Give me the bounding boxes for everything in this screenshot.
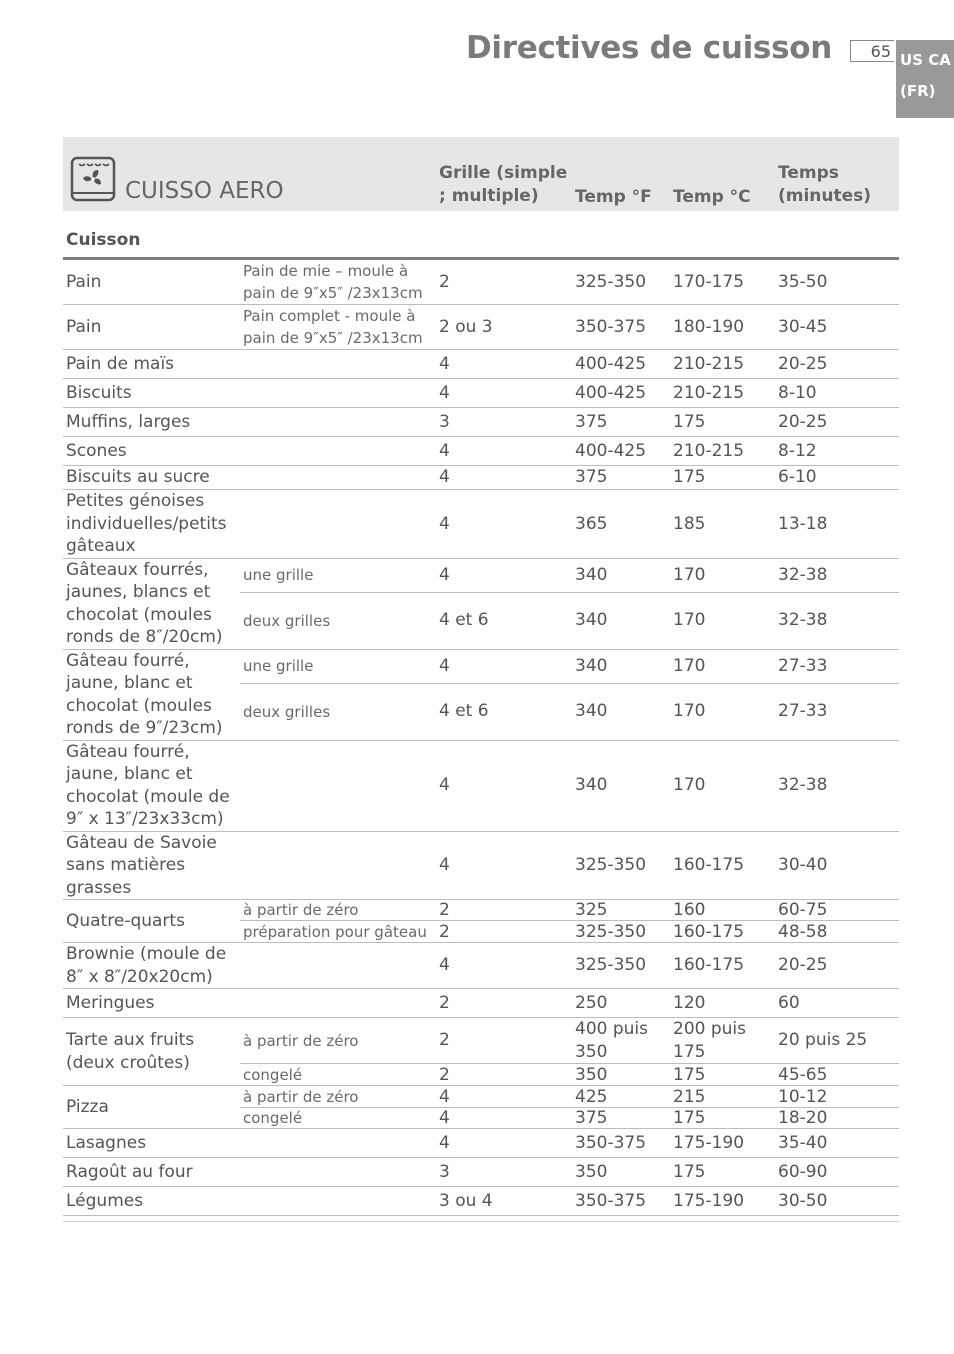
cell-temp-c: 180-190 xyxy=(670,305,775,350)
cell-temps: 30-50 xyxy=(775,1187,899,1216)
cell-temp-f: 325-350 xyxy=(572,259,670,305)
page-title: Directives de cuisson xyxy=(465,30,832,66)
cell-temp-f: 325-350 xyxy=(572,831,670,900)
cell-detail xyxy=(240,466,436,490)
cell-temps: 35-50 xyxy=(775,259,899,305)
cell-food: Légumes xyxy=(63,1187,240,1216)
table-row xyxy=(63,989,899,1018)
cell-detail xyxy=(240,989,436,1018)
cell-grille: 4 xyxy=(436,466,572,490)
cell-food: Pain xyxy=(63,259,240,305)
cell-food: Biscuits xyxy=(63,379,240,408)
cell-grille: 2 xyxy=(436,921,572,943)
cell-temps: 35-40 xyxy=(775,1129,899,1158)
table-row xyxy=(63,305,899,350)
cell-temp-c: 170 xyxy=(670,649,775,683)
cell-temps: 60-90 xyxy=(775,1158,899,1187)
cell-temp-c: 210-215 xyxy=(670,350,775,379)
cell-grille: 4 xyxy=(436,740,572,831)
cell-detail: Pain de mie – moule à pain de 9″x5″ /23x13cm xyxy=(240,259,436,305)
table-row xyxy=(63,900,899,921)
cell-temp-c: 210-215 xyxy=(670,437,775,466)
cell-detail: une grille xyxy=(240,558,436,592)
cell-temps: 45-65 xyxy=(775,1064,899,1086)
cell-temp-c: 170 xyxy=(670,592,775,649)
cell-temps: 60 xyxy=(775,989,899,1018)
cell-temp-c: 200 puis 175 xyxy=(670,1018,775,1064)
cell-detail: à partir de zéro xyxy=(240,900,436,921)
table-row xyxy=(63,466,899,490)
cell-detail xyxy=(240,408,436,437)
table-row xyxy=(63,1129,899,1158)
cell-temps: 30-40 xyxy=(775,831,899,900)
cell-grille: 4 xyxy=(436,379,572,408)
cell-temps: 48-58 xyxy=(775,921,899,943)
cell-grille: 4 xyxy=(436,490,572,559)
cell-temp-f: 350-375 xyxy=(572,305,670,350)
cell-temp-f: 325-350 xyxy=(572,921,670,943)
cell-temps: 20-25 xyxy=(775,350,899,379)
mode-label: CUISSO AERO xyxy=(125,177,284,204)
cell-grille: 4 xyxy=(436,649,572,683)
region-line-1: US CA xyxy=(900,51,951,69)
cell-temp-c: 175-190 xyxy=(670,1187,775,1216)
table-row xyxy=(63,831,899,900)
cell-temp-f: 340 xyxy=(572,683,670,740)
cell-temp-f: 400-425 xyxy=(572,379,670,408)
cell-temps: 32-38 xyxy=(775,558,899,592)
cell-temp-c: 170-175 xyxy=(670,259,775,305)
cell-temp-f: 325-350 xyxy=(572,943,670,989)
cell-food: Pain de maïs xyxy=(63,350,240,379)
cell-temp-f: 350 xyxy=(572,1158,670,1187)
cell-detail xyxy=(240,490,436,559)
cell-grille: 3 xyxy=(436,408,572,437)
cell-food: Muffins, larges xyxy=(63,408,240,437)
section-label: Cuisson xyxy=(63,211,899,259)
cell-temps: 27-33 xyxy=(775,683,899,740)
cell-grille: 4 xyxy=(436,1129,572,1158)
cell-temp-f: 400 puis 350 xyxy=(572,1018,670,1064)
cell-detail xyxy=(240,379,436,408)
cell-grille: 4 xyxy=(436,558,572,592)
table-row xyxy=(63,558,899,592)
footer-divider xyxy=(63,1221,899,1222)
cell-grille: 4 xyxy=(436,1108,572,1129)
cell-temp-f: 400-425 xyxy=(572,350,670,379)
cell-temp-f: 375 xyxy=(572,1108,670,1129)
cell-grille: 3 xyxy=(436,1158,572,1187)
cell-detail xyxy=(240,350,436,379)
convection-fan-icon xyxy=(69,155,117,208)
cell-food: Gâteau fourré, jaune, blanc et chocolat (moule de 9″ x 13″/23x33cm) xyxy=(63,740,240,831)
cell-food: Scones xyxy=(63,437,240,466)
table-row xyxy=(63,1158,899,1187)
cell-detail: deux grilles xyxy=(240,592,436,649)
cell-detail xyxy=(240,740,436,831)
cell-temps: 20 puis 25 xyxy=(775,1018,899,1064)
col-temps: Temps (minutes) xyxy=(775,137,899,211)
cell-temp-c: 175 xyxy=(670,466,775,490)
cell-grille: 4 et 6 xyxy=(436,683,572,740)
cell-grille: 4 et 6 xyxy=(436,592,572,649)
region-line-2: (FR) xyxy=(900,82,936,100)
table-row xyxy=(63,740,899,831)
cell-temps: 6-10 xyxy=(775,466,899,490)
cell-temp-f: 400-425 xyxy=(572,437,670,466)
cell-temp-f: 340 xyxy=(572,649,670,683)
cell-temps: 8-12 xyxy=(775,437,899,466)
cell-temp-c: 160 xyxy=(670,900,775,921)
region-tab xyxy=(896,40,954,118)
cell-grille: 2 xyxy=(436,900,572,921)
cell-detail: deux grilles xyxy=(240,683,436,740)
cell-grille: 4 xyxy=(436,831,572,900)
cell-detail: congelé xyxy=(240,1108,436,1129)
table-row xyxy=(63,943,899,989)
cell-temp-f: 375 xyxy=(572,466,670,490)
cell-food: Pizza xyxy=(63,1086,240,1129)
cell-grille: 2 xyxy=(436,1064,572,1086)
cell-temp-c: 185 xyxy=(670,490,775,559)
cell-temp-c: 170 xyxy=(670,558,775,592)
cell-temp-f: 350-375 xyxy=(572,1129,670,1158)
cell-temp-c: 215 xyxy=(670,1086,775,1108)
cell-temps: 20-25 xyxy=(775,408,899,437)
cell-temp-f: 250 xyxy=(572,989,670,1018)
cell-food: Quatre-quarts xyxy=(63,900,240,943)
cell-temp-c: 175 xyxy=(670,1064,775,1086)
cell-temp-c: 120 xyxy=(670,989,775,1018)
cell-temp-f: 365 xyxy=(572,490,670,559)
cell-temps: 10-12 xyxy=(775,1086,899,1108)
section-row xyxy=(63,211,899,259)
cell-detail xyxy=(240,1129,436,1158)
cell-temp-c: 160-175 xyxy=(670,921,775,943)
cell-grille: 2 xyxy=(436,1018,572,1064)
cell-temp-f: 350 xyxy=(572,1064,670,1086)
cell-food: Meringues xyxy=(63,989,240,1018)
table-header xyxy=(63,137,899,211)
cell-detail xyxy=(240,943,436,989)
cell-temp-c: 160-175 xyxy=(670,831,775,900)
cell-food: Lasagnes xyxy=(63,1129,240,1158)
col-temp-f: Temp °F xyxy=(572,137,670,211)
cell-grille: 4 xyxy=(436,943,572,989)
cell-temp-f: 340 xyxy=(572,558,670,592)
cell-food: Pain xyxy=(63,305,240,350)
cell-food: Petites génoises individuelles/petits gâteaux xyxy=(63,490,240,559)
mode-header xyxy=(63,137,436,211)
cell-food: Brownie (moule de 8″ x 8″/20x20cm) xyxy=(63,943,240,989)
cell-food: Ragoût au four xyxy=(63,1158,240,1187)
cell-temps: 27-33 xyxy=(775,649,899,683)
table-row xyxy=(63,437,899,466)
cell-detail xyxy=(240,1158,436,1187)
cell-temps: 60-75 xyxy=(775,900,899,921)
cell-detail xyxy=(240,831,436,900)
cell-temps: 32-38 xyxy=(775,592,899,649)
table-row xyxy=(63,1086,899,1108)
cell-temps: 32-38 xyxy=(775,740,899,831)
cell-detail: préparation pour gâteau xyxy=(240,921,436,943)
table-row xyxy=(63,379,899,408)
cell-detail: une grille xyxy=(240,649,436,683)
cell-grille: 4 xyxy=(436,1086,572,1108)
cell-food: Biscuits au sucre xyxy=(63,466,240,490)
cell-food: Tarte aux fruits (deux croûtes) xyxy=(63,1018,240,1086)
cell-temps: 8-10 xyxy=(775,379,899,408)
cell-grille: 2 xyxy=(436,989,572,1018)
cell-grille: 2 xyxy=(436,259,572,305)
table-row xyxy=(63,1018,899,1064)
col-temp-c: Temp °C xyxy=(670,137,775,211)
page-number: 65 xyxy=(850,40,894,62)
table-row xyxy=(63,1187,899,1216)
cell-temp-f: 425 xyxy=(572,1086,670,1108)
cell-temp-f: 350-375 xyxy=(572,1187,670,1216)
cell-detail xyxy=(240,437,436,466)
cell-temp-c: 160-175 xyxy=(670,943,775,989)
cell-detail: congelé xyxy=(240,1064,436,1086)
table-row xyxy=(63,649,899,683)
table-row xyxy=(63,350,899,379)
cell-grille: 4 xyxy=(436,350,572,379)
cell-temp-c: 175 xyxy=(670,1158,775,1187)
cell-temps: 18-20 xyxy=(775,1108,899,1129)
cell-grille: 3 ou 4 xyxy=(436,1187,572,1216)
cell-food: Gâteau fourré, jaune, blanc et chocolat (moules ronds de 9″/23cm) xyxy=(63,649,240,740)
cell-detail: à partir de zéro xyxy=(240,1086,436,1108)
cell-detail: à partir de zéro xyxy=(240,1018,436,1064)
cell-food: Gâteaux fourrés, jaunes, blancs et chocolat (moules ronds de 8″/20cm) xyxy=(63,558,240,649)
cell-temp-f: 340 xyxy=(572,592,670,649)
table-row xyxy=(63,259,899,305)
cell-temp-c: 210-215 xyxy=(670,379,775,408)
cell-temp-c: 170 xyxy=(670,683,775,740)
table-row xyxy=(63,408,899,437)
cell-detail: Pain complet - moule à pain de 9″x5″ /23x13cm xyxy=(240,305,436,350)
table-row xyxy=(63,490,899,559)
cell-temps: 13-18 xyxy=(775,490,899,559)
cell-grille: 2 ou 3 xyxy=(436,305,572,350)
cell-temps: 30-45 xyxy=(775,305,899,350)
cell-temps: 20-25 xyxy=(775,943,899,989)
cell-temp-f: 340 xyxy=(572,740,670,831)
col-grille: Grille (simple ; multiple) xyxy=(436,137,572,211)
cell-temp-c: 170 xyxy=(670,740,775,831)
cell-temp-c: 175 xyxy=(670,408,775,437)
cell-temp-f: 325 xyxy=(572,900,670,921)
cell-temp-c: 175 xyxy=(670,1108,775,1129)
cell-temp-f: 375 xyxy=(572,408,670,437)
cell-food: Gâteau de Savoie sans matières grasses xyxy=(63,831,240,900)
cell-grille: 4 xyxy=(436,437,572,466)
cell-temp-c: 175-190 xyxy=(670,1129,775,1158)
cooking-table xyxy=(63,137,899,1216)
cell-detail xyxy=(240,1187,436,1216)
